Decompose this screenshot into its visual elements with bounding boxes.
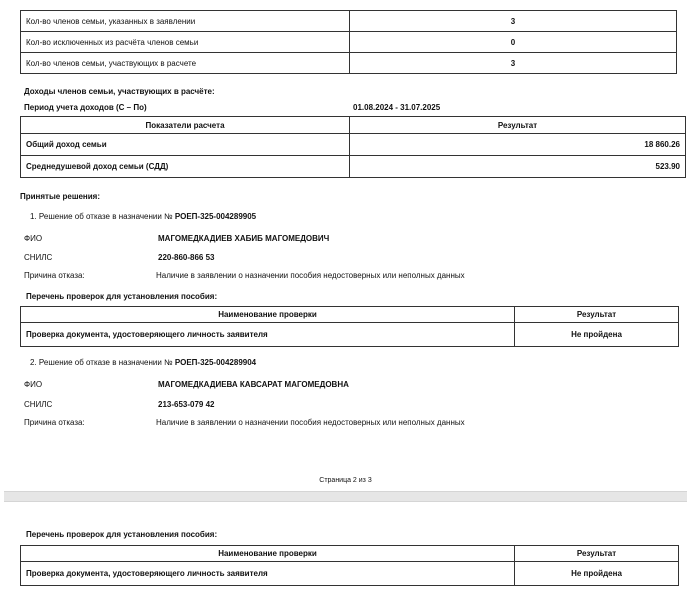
- snils-label: СНИЛС: [24, 253, 53, 262]
- check-result: Не пройдена: [515, 562, 679, 586]
- table-row: [21, 156, 686, 178]
- col-check-name: Наименование проверки: [21, 307, 515, 323]
- checks-table: [20, 545, 679, 586]
- col-check-result: Результат: [515, 307, 679, 323]
- table-row: [21, 11, 677, 32]
- period-label: Период учета доходов (С – По): [24, 103, 147, 112]
- table-row: [21, 562, 679, 586]
- income-row-label: Среднедушевой доход семьи (СДД): [21, 156, 350, 178]
- table-row: [21, 32, 677, 53]
- check-name: Проверка документа, удостоверяющего личность заявителя: [21, 323, 515, 347]
- table-row: [21, 134, 686, 156]
- page-number: Страница 2 из 3: [319, 477, 372, 484]
- fio-label: ФИО: [24, 380, 43, 389]
- count-label: Кол-во исключенных из расчёта членов семьи: [21, 32, 350, 53]
- snils-value: 213-653-079 42: [158, 400, 215, 409]
- snils-label: СНИЛС: [24, 400, 53, 409]
- checks-heading: Перечень проверок для установления пособия:: [26, 530, 218, 539]
- income-table: [20, 116, 686, 178]
- family-counts-table: [20, 10, 677, 74]
- reason-value: Наличие в заявлении о назначении пособия недостоверных или неполных данных: [156, 418, 465, 427]
- checks-table: [20, 306, 679, 347]
- count-value: 0: [350, 32, 677, 53]
- table-header-row: [21, 117, 686, 134]
- count-label: Кол-во членов семьи, участвующих в расчете: [21, 53, 350, 74]
- decision-number: РОЕП-325-004289904: [174, 358, 257, 367]
- period-value: 01.08.2024 - 31.07.2025: [353, 103, 441, 112]
- snils-value: 220-860-866 53: [158, 253, 215, 262]
- page-separator: [4, 491, 687, 502]
- col-result: Результат: [350, 117, 686, 134]
- count-value: 3: [350, 11, 677, 32]
- decision-title-prefix: 2. Решение об отказе в назначении №: [30, 358, 173, 367]
- decision-title: [30, 212, 256, 221]
- table-row: [21, 53, 677, 74]
- table-row: [21, 323, 679, 347]
- decisions-heading: Принятые решения:: [20, 192, 101, 201]
- income-row-value: 18 860.26: [350, 134, 686, 156]
- check-name: Проверка документа, удостоверяющего личность заявителя: [21, 562, 515, 586]
- income-heading: Доходы членов семьи, участвующих в расчёте:: [24, 87, 215, 96]
- decision-title-prefix: 1. Решение об отказе в назначении №: [30, 212, 173, 221]
- decision-title: [30, 358, 256, 367]
- col-indicators: Показатели расчета: [21, 117, 350, 134]
- reason-label: Причина отказа:: [24, 418, 85, 427]
- checks-heading: Перечень проверок для установления пособия:: [26, 292, 218, 301]
- count-label: Кол-во членов семьи, указанных в заявлении: [21, 11, 350, 32]
- fio-value: МАГОМЕДКАДИЕВ ХАБИБ МАГОМЕДОВИЧ: [158, 234, 330, 243]
- reason-label: Причина отказа:: [24, 271, 85, 280]
- count-value: 3: [350, 53, 677, 74]
- income-row-value: 523.90: [350, 156, 686, 178]
- table-header-row: [21, 307, 679, 323]
- fio-value: МАГОМЕДКАДИЕВА КАВСАРАТ МАГОМЕДОВНА: [158, 380, 349, 389]
- col-check-result: Результат: [515, 546, 679, 562]
- reason-value: Наличие в заявлении о назначении пособия недостоверных или неполных данных: [156, 271, 465, 280]
- col-check-name: Наименование проверки: [21, 546, 515, 562]
- check-result: Не пройдена: [515, 323, 679, 347]
- fio-label: ФИО: [24, 234, 43, 243]
- income-row-label: Общий доход семьи: [21, 134, 350, 156]
- table-header-row: [21, 546, 679, 562]
- decision-number: РОЕП-325-004289905: [174, 212, 257, 221]
